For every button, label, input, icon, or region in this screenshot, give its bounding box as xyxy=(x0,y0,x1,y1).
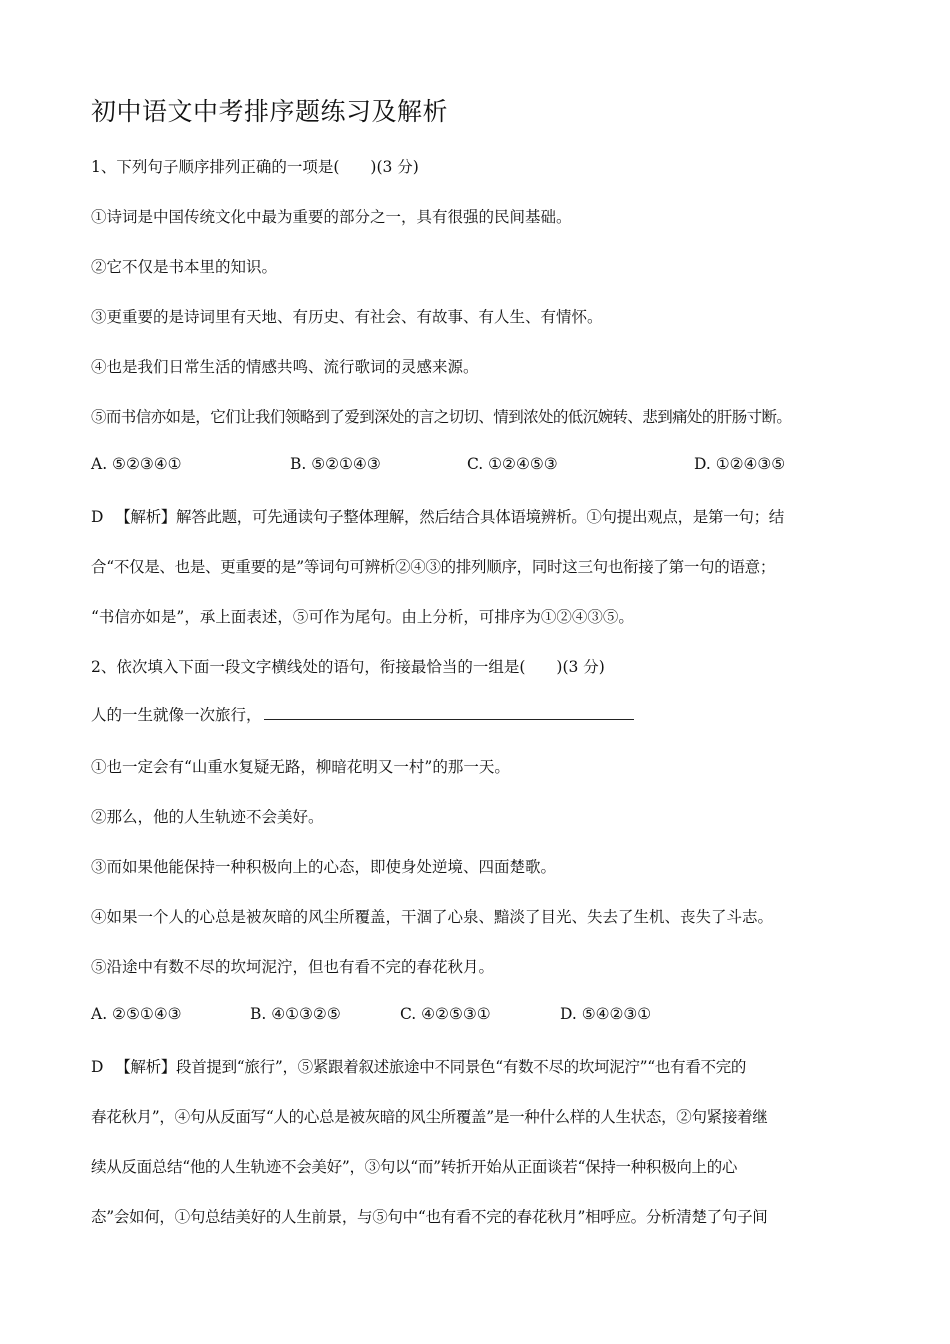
q2-sentence-3: ③而如果他能保持一种积极向上的心态，即使身处逆境、四面楚歌。 xyxy=(91,858,557,876)
q1-sentence-2: ②它不仅是书本里的知识。 xyxy=(91,258,278,276)
q2-sentence-5: ⑤沿途中有数不尽的坎坷泥泞，但也有看不完的春花秋月。 xyxy=(91,958,495,976)
q1-sentence-5: ⑤而书信亦如是，它们让我们领略到了爱到深处的言之切切、情到浓处的低沉婉转、悲到痛处的肝肠寸断。 xyxy=(91,408,792,426)
q2-analysis-line-1: D 【解析】段首提到“旅行”，⑤紧跟着叙述旅途中不同景色“有数不尽的坎坷泥泞”“也有看不完的 xyxy=(91,1058,747,1076)
q2-sentence-2: ②那么，他的人生轨迹不会美好。 xyxy=(91,808,324,826)
q2-option-a: A. ②⑤①④③ xyxy=(91,1005,182,1023)
q2-sentence-4: ④如果一个人的心总是被灰暗的风尘所覆盖，干涸了心泉、黯淡了目光、失去了生机、丧失了斗志。 xyxy=(91,908,774,926)
q1-analysis-line-3: “书信亦如是”，承上面表述，⑤可作为尾句。由上分析，可排序为①②④③⑤。 xyxy=(91,608,634,626)
q1-analysis-line-1: D 【解析】解答此题，可先通读句子整体理解，然后结合具体语境辨析。①句提出观点，是第一句；结 xyxy=(91,508,785,526)
page-title: 初中语文中考排序题练习及解析 xyxy=(91,97,449,126)
q1-option-b: B. ⑤②①④③ xyxy=(290,455,381,473)
q1-sentence-4: ④也是我们日常生活的情感共鸣、流行歌词的灵感来源。 xyxy=(91,358,479,376)
q1-option-d: D. ①②④③⑤ xyxy=(694,455,786,473)
q1-option-a: A. ⑤②③④① xyxy=(91,455,182,473)
q2-option-b: B. ④①③②⑤ xyxy=(250,1005,341,1023)
q1-sentence-3: ③更重要的是诗词里有天地、有历史、有社会、有故事、有人生、有情怀。 xyxy=(91,308,603,326)
q1-sentence-1: ①诗词是中国传统文化中最为重要的部分之一，具有很强的民间基础。 xyxy=(91,208,572,226)
q2-stem: 2、依次填入下面一段文字横线处的语句，衔接最恰当的一组是( )(3 分) xyxy=(91,658,605,676)
q1-analysis-line-2: 合“不仅是、也是、更重要的是”等词句可辨析②④③的排列顺序，同时这三句也衔接了第一句的语意； xyxy=(91,558,776,576)
q2-lead xyxy=(91,703,634,725)
q2-option-c: C. ④②⑤③① xyxy=(400,1005,491,1023)
q1-stem: 1、下列句子顺序排列正确的一项是( )(3 分) xyxy=(91,158,419,176)
q2-analysis-line-4: 态”会如何，①句总结美好的人生前景，与⑤句中“也有看不完的春花秋月”相呼应。分析清楚了句子间 xyxy=(91,1208,768,1226)
q2-answer-blank xyxy=(264,707,634,720)
q1-option-c: C. ①②④⑤③ xyxy=(467,455,558,473)
q2-analysis-line-3: 续从反面总结“他的人生轨迹不会美好”，③句以“而”转折开始从正面谈若“保持一种积极向上的心 xyxy=(91,1158,738,1176)
q2-sentence-1: ①也一定会有“山重水复疑无路，柳暗花明又一村”的那一天。 xyxy=(91,758,510,776)
q2-analysis-line-2: 春花秋月”，④句从反面写“人的心总是被灰暗的风尘所覆盖”是一种什么样的人生状态，②句紧接着继 xyxy=(91,1108,768,1126)
q2-lead-text: 人的一生就像一次旅行， xyxy=(91,706,262,724)
q2-option-d: D. ⑤④②③① xyxy=(560,1005,652,1023)
